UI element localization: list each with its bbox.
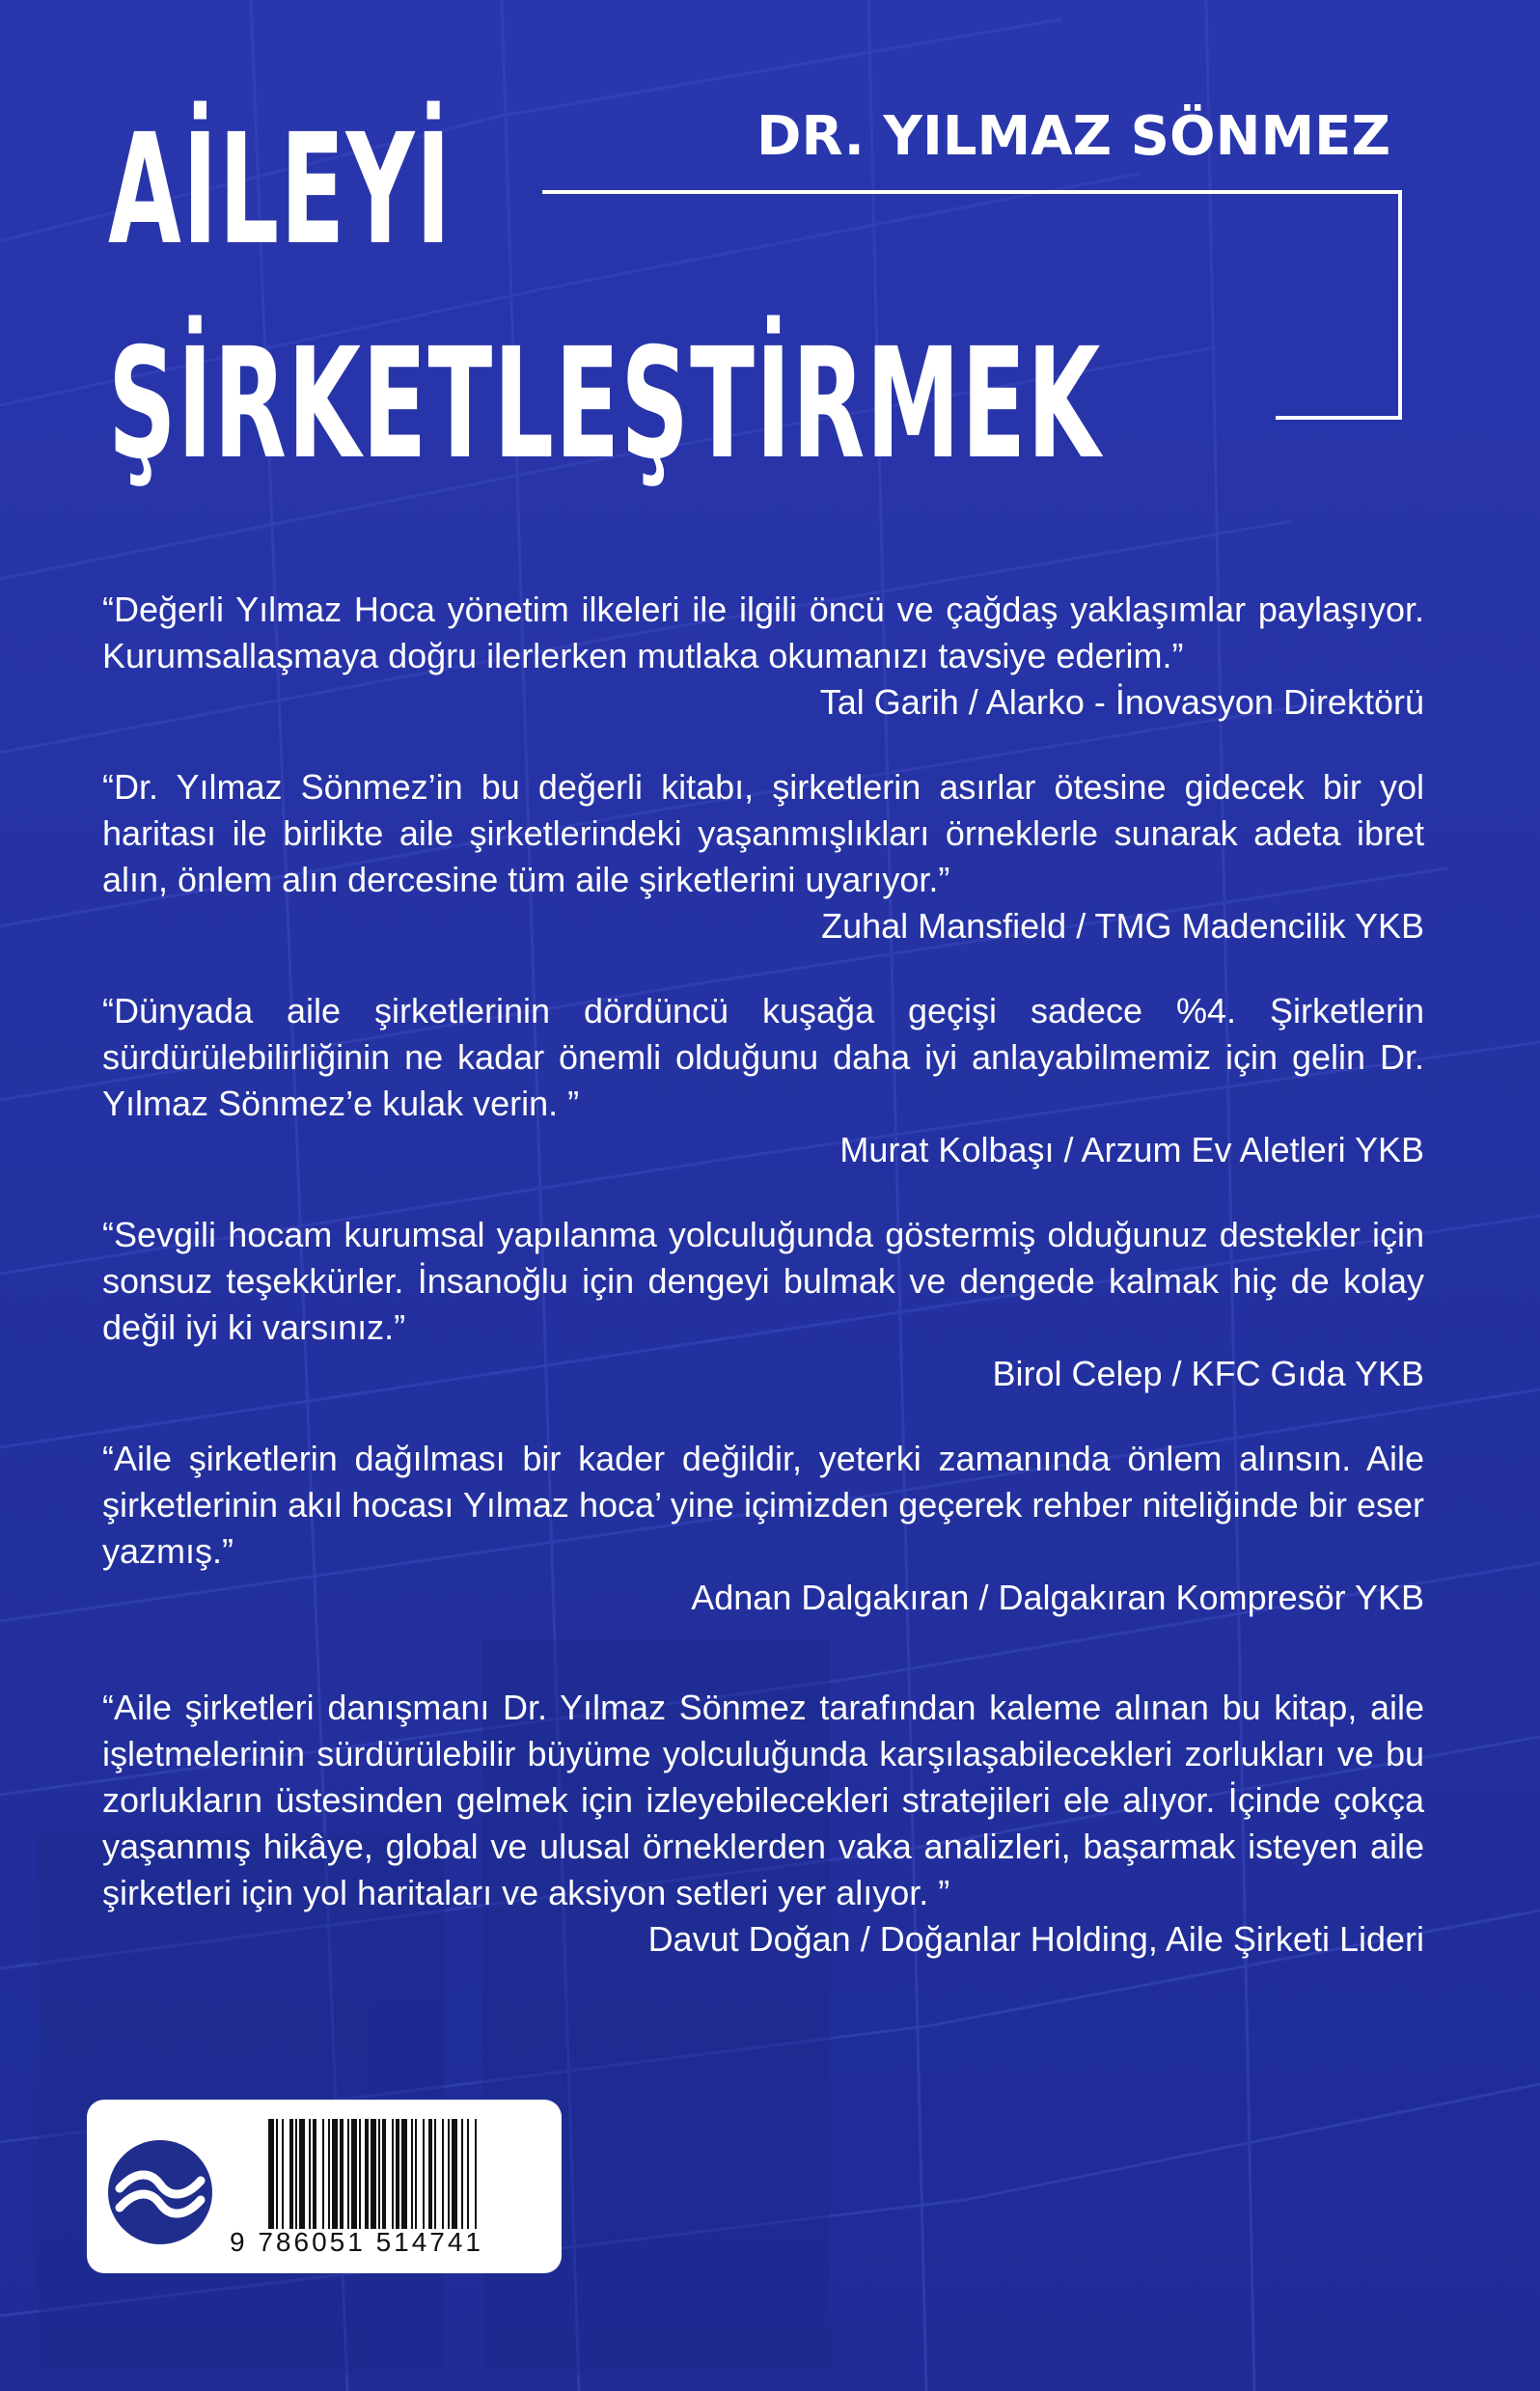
testimonial-source: Murat Kolbaşı / Arzum Ev Aletleri YKB bbox=[839, 1130, 1424, 1169]
barcode-bar bbox=[328, 2119, 330, 2229]
testimonial bbox=[102, 1212, 1424, 1397]
barcode-bar bbox=[378, 2119, 380, 2229]
barcode-bar bbox=[340, 2119, 344, 2229]
barcode-bar bbox=[299, 2119, 305, 2229]
barcode-bar bbox=[415, 2119, 417, 2229]
testimonial-source: Adnan Dalgakıran / Dalgakıran Kompresör YKB bbox=[691, 1578, 1424, 1617]
barcode-bar bbox=[452, 2119, 457, 2229]
barcode-bar bbox=[351, 2119, 357, 2229]
barcode-bar bbox=[382, 2119, 386, 2229]
barcode-bar bbox=[276, 2119, 278, 2229]
barcode-bar bbox=[347, 2119, 349, 2229]
author-name: DR. YILMAZ SÖNMEZ bbox=[756, 105, 1391, 168]
testimonial-text: “Dünyada aile şirketlerinin dördüncü kuşağa geçişi sadece %4. Şirketlerin sürdürülebilirliğinin ne kadar önemli olduğunu daha iyi anlayabilmemiz için gelin Dr. Yılmaz Sönmez’e kulak verin. ” bbox=[102, 991, 1424, 1123]
testimonial-source: Birol Celep / KFC Gıda YKB bbox=[992, 1354, 1424, 1393]
testimonial-source: Zuhal Mansfield / TMG Madencilik YKB bbox=[821, 906, 1424, 946]
testimonial-text: “Aile şirketleri danışmanı Dr. Yılmaz Sönmez tarafından kaleme alınan bu kitap, aile işletmelerinin sürdürülebilir büyüme yolculuğunda karşılaşabilecekleri zorlukları ve bu zorlukların üstesinden gelmek için izleyebilecekleri stratejileri ele alıyor. İçinde çokça yaşanmış hikâye, global ve ulusal örneklerden vaka analizleri, başarmak isteyen aile şirketleri için yol haritaları ve aksiyon setleri yer alıyor. ” bbox=[102, 1688, 1424, 1912]
barcode-bar bbox=[282, 2119, 284, 2229]
testimonial bbox=[102, 1685, 1424, 1963]
testimonial-text: “Dr. Yılmaz Sönmez’in bu değerli kitabı, şirketlerin asırlar ötesine gidecek bir yol haritası ile birlikte aile şirketlerindeki yaşanmışlıkları örneklerle sunarak adeta ibret alın, önlem alın dercesine tüm aile şirketlerini uyarıyor.” bbox=[102, 767, 1424, 899]
testimonial bbox=[102, 1436, 1424, 1621]
barcode-bar bbox=[442, 2119, 444, 2229]
barcode-bar bbox=[467, 2119, 469, 2229]
book-title-line-2: ŞİRKETLEŞTİRMEK bbox=[108, 316, 1102, 493]
testimonial-text: “Sevgili hocam kurumsal yapılanma yolculuğunda göstermiş olduğunuz destekler için sonsuz teşekkürler. İnsanoğlu için dengeyi bulmak ve dengede kalmak hiç de kolay değil iyi ki varsınız.” bbox=[102, 1215, 1424, 1347]
barcode-bar bbox=[365, 2119, 369, 2229]
testimonial bbox=[102, 988, 1424, 1173]
barcode-bar bbox=[411, 2119, 413, 2229]
testimonial-source: Tal Garih / Alarko - İnovasyon Direktörü bbox=[819, 682, 1424, 722]
isbn-number: 9 786051 514741 bbox=[230, 2227, 483, 2257]
barcode-bar bbox=[289, 2119, 293, 2229]
barcode-bar bbox=[371, 2119, 376, 2229]
barcode-bar bbox=[309, 2119, 311, 2229]
barcode-bar bbox=[461, 2119, 463, 2229]
testimonials-section bbox=[102, 587, 1424, 2001]
barcode-bar bbox=[423, 2119, 425, 2229]
barcode-bar bbox=[359, 2119, 361, 2229]
barcode-bar bbox=[396, 2119, 399, 2229]
isbn-barcode bbox=[266, 2119, 544, 2229]
barcode-bar bbox=[401, 2119, 407, 2229]
publisher-wave-logo-icon bbox=[106, 2138, 214, 2246]
testimonial-source: Davut Doğan / Doğanlar Holding, Aile Şirketi Lideri bbox=[647, 1919, 1424, 1959]
barcode-bar bbox=[434, 2119, 436, 2229]
barcode-bar bbox=[332, 2119, 338, 2229]
testimonial-text: “Aile şirketlerin dağılması bir kader değildir, yeterki zamanında önlem alınsın. Aile şirketlerinin akıl hocası Yılmaz hoca’ yine içimizden geçerek rehber niteliğinde bir eser yazmış.” bbox=[102, 1439, 1424, 1571]
testimonial bbox=[102, 587, 1424, 726]
barcode-card bbox=[87, 2100, 562, 2273]
testimonial bbox=[102, 764, 1424, 949]
barcode-bar bbox=[322, 2119, 324, 2229]
barcode-bar bbox=[428, 2119, 432, 2229]
testimonial-text: “Değerli Yılmaz Hoca yönetim ilkeleri ile ilgili öncü ve çağdaş yaklaşımlar paylaşıyor. Kurumsallaşmaya doğru ilerlerken mutlaka okumanızı tavsiye ederim.” bbox=[102, 590, 1424, 675]
book-title-line-1: AİLEYİ bbox=[108, 101, 453, 279]
barcode-bar bbox=[268, 2119, 274, 2229]
title-frame-line bbox=[542, 189, 1403, 421]
barcode-bar bbox=[392, 2119, 394, 2229]
barcode-bar bbox=[313, 2119, 316, 2229]
barcode-bar bbox=[475, 2119, 477, 2229]
barcode-bar bbox=[295, 2119, 297, 2229]
barcode-bar bbox=[448, 2119, 450, 2229]
